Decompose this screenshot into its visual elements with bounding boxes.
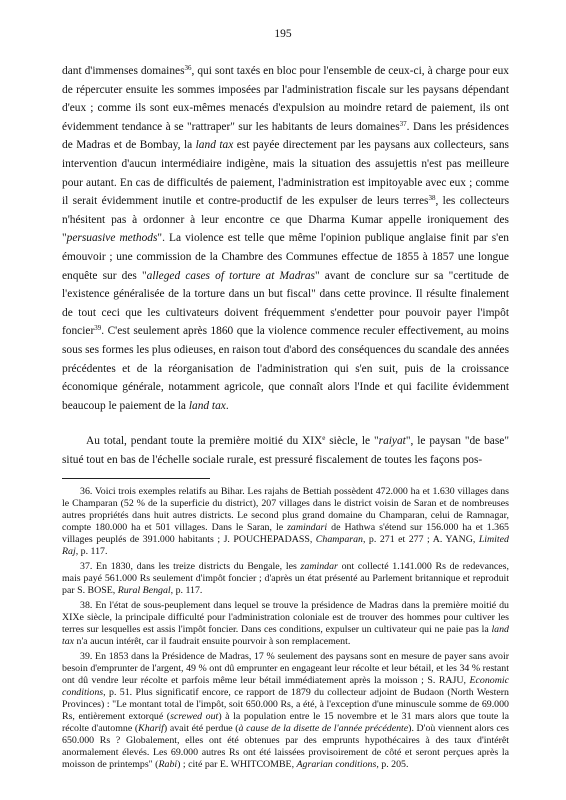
footnote-ref-38[interactable]: 38 <box>428 194 436 203</box>
footnote-ref-39[interactable]: 39 <box>94 324 102 333</box>
italic-term: land tax <box>195 139 234 152</box>
text-run: ) avait été perdue ( <box>163 723 239 734</box>
text-run: , qui sont taxés en bloc pour l'ensemble de ceux-ci, à charge pour eux de répercuter ensuite les sommes imposées par l'administration fiscale sur les paysans dépendant d'eux ; comme ils sont eux-mêmes menacés d'expulsion au moindre retard de paiement, ils ont évidemment tendance à se "rattraper" sur les habitants de leurs domaines <box>62 65 509 133</box>
text-run: de Hathwa s'étend sur 156.000 ha et 1.365 villages peuplés de 391.000 habitants ; J. POUCHEPADASS, <box>62 522 509 545</box>
italic-term: zamindar <box>300 561 338 572</box>
text-run: , p. 271 et 277 ; A. YANG, <box>362 534 479 545</box>
text-run: " avant de conclure sur sa "certitude de l'existence généralisée de la torture dans un but fiscal" dans cette province. Il résulte finalement de tout ceci que les cultivateurs doivent fréquemment s'endetter pour pouvoir payer l'impôt foncier <box>62 269 509 338</box>
footnote-39 <box>62 651 509 771</box>
text-run: 39. En 1853 dans la Présidence de Madras, 17 % seulement des paysans sont en mesure de payer sans avoir besoin d'emprunter de l'argent, 49 % ont dû emprunter en engageant leur récolte et leur bétail, et les 34 % restant ont dû vendre leur récolte et parfois même leur bétail immédiatement après la moisson ; S. RAJU, <box>62 651 509 686</box>
text-run: , p. 117. <box>75 546 108 557</box>
italic-term: raiyat <box>378 435 406 447</box>
italic-term: Agrarian conditions <box>296 759 377 770</box>
text-run: ) ; cité par E. WHITCOMBE, <box>177 759 297 770</box>
footnote-37 <box>62 561 509 597</box>
text-run: dant d'immenses domaines <box>62 65 185 77</box>
text-run: . Dans les présidences de Madras et de Bombay, la <box>62 120 509 152</box>
page-number: 195 <box>274 28 292 40</box>
italic-term: land tax <box>62 624 509 647</box>
text-run: 36. Voici trois exemples relatifs au Bihar. Les rajahs de Bettiah possèdent 472.000 ha et 1.630 villages dans le Champaran (52 % de la superficie du district), 207 villages dans le district voisin de Saran et de nombreuses autres propriétés dans huit autres districts. Le second plus grand domaine du Champaran, celui de Ramnagar, compte 180.000 ha et 501 villages. Dans le Saran, le <box>62 486 509 533</box>
text-run: , les collecteurs n'hésitent pas à ordonner à leur encontre ce que Dharma Kumar appelle ironiquement des " <box>62 195 510 245</box>
text-run: Au total, pendant toute la première moitié du XIX <box>86 435 323 447</box>
italic-term: à cause de la disette de l'année précédente <box>238 723 409 734</box>
italic-term: Limited Raj <box>62 534 509 557</box>
italic-term: screwed out <box>170 711 219 722</box>
text-run: est payée directement par les paysans aux collecteurs, sans intervention d'aucun intermédiaire indigène, mais la situation des assujettis n'est pas meilleure pour autant. En cas de difficultés de paiement, l'administration est impitoyable avec eux ; comme il serait évidemment inutile et contre-productif de les expulser de leurs terres <box>62 139 509 208</box>
footnotes <box>62 486 509 774</box>
italic-term: Kharif <box>138 723 164 734</box>
text-run: , p. 117. <box>170 585 203 596</box>
footnote-36 <box>62 486 509 558</box>
text-run: ). D'où viennent alors ces 650.000 Rs ? Globalement, elles ont été obtenues par des emprunts hypothécaires à des taux d'intérêt anormalement élevés. Les 69.000 autres Rs ont été laissées provisoirement de côté et seront perçues après la moisson de printemps" ( <box>62 723 509 770</box>
second-paragraph <box>62 432 509 469</box>
text-run: . <box>225 399 229 412</box>
text-run: , p. 51. Plus significatif encore, ce rapport de 1879 du collecteur adjoint de Budaon (North Western Provinces) : "Le montant total de l'impôt, soit 650.000 Rs, a été, à l'exception d'une minuscule somme de 69.000 Rs, entièrement extorqué ( <box>62 687 509 722</box>
italic-term: zamindari <box>287 522 328 533</box>
footnote-38 <box>62 600 509 648</box>
footnote-ref-36[interactable]: 36 <box>184 64 192 72</box>
italic-term: Rural Bengal <box>117 585 171 596</box>
footnote-separator <box>62 478 210 479</box>
text-run: siècle, le " <box>325 435 379 447</box>
text-run: ", le paysan "de base" situé tout en bas de l'échelle sociale rurale, est pressuré fiscalement de toutes les façons pos- <box>62 435 509 466</box>
italic-term: Rabi <box>158 759 178 770</box>
text-run: n'a aucun intérêt, car il faudrait ensuite pourvoir à son remplacement. <box>74 636 351 647</box>
superscript: e <box>322 434 326 442</box>
italic-term: Economic conditions <box>62 675 509 698</box>
italic-term: Champaran <box>315 534 363 545</box>
italic-term: persuasive methods <box>66 232 158 245</box>
text-run: 38. En l'état de sous-peuplement dans lequel se trouve la présidence de Madras dans la première moitié du XIXe siècle, la principale difficulté pour l'administration coloniale est de trouver des hommes pour cultiver les terres sur lesquelles est assis l'impôt foncier. Dans ces conditions, expulser un cultivateur qui ne paie pas la <box>62 600 509 635</box>
footnote-ref-37[interactable]: 37 <box>399 119 407 128</box>
text-run: . C'est seulement après 1860 que la violence commence reculer effectivement, au moins sous ses formes les plus odieuses, en raison tout d'abord des conséquences du scandale des années précédentes et de la réorganisation de l'administration qui s'en suit, puis de la croissance économique générale, notamment agricole, que connaît alors l'Inde et qui facilite évidemment beaucoup le paiement de la <box>62 325 509 412</box>
text-run: 37. En 1830, dans les treize districts du Bengale, les <box>80 561 301 572</box>
text-run: ) à la population entre le 15 novembre et le 31 mars alors que toute la récolte d'automne ( <box>62 711 509 734</box>
main-paragraph <box>62 62 509 415</box>
italic-term: land tax <box>188 399 226 412</box>
italic-term: alleged cases of torture at Madras <box>146 269 315 282</box>
text-run: ". La violence est telle que même l'opinion publique anglaise finit par s'en émouvoir ; une commission de la Chambre des Communes effectue de 1855 à 1857 une longue enquête sur des " <box>62 232 509 282</box>
text-run: , p. 205. <box>376 759 409 770</box>
text-run: ont collecté 1.141.000 Rs de redevances, mais payé 561.000 Rs seulement d'impôt foncier ; d'après un état présenté au Parlement britannique et reproduit par S. BOSE, <box>62 561 509 596</box>
